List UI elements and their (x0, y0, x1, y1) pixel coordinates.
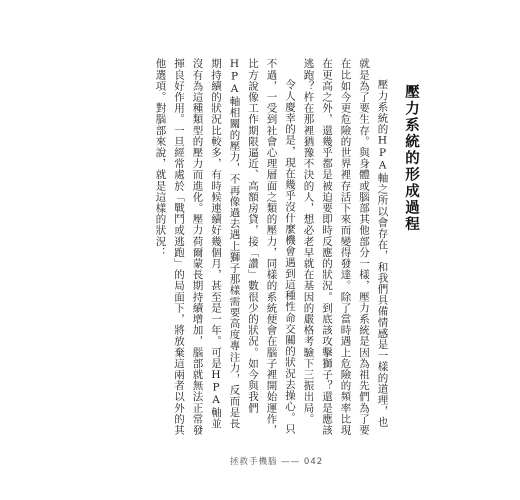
footer-book-title: 拯救手機腦 (230, 457, 278, 467)
paragraph-1: 壓力系統的HPA軸之所以會存在，和我們具備情感是一樣的道理，也就是為了要生存。與身體或腦部其他部分一樣，壓力系統是因為祖先們為了要在比如今更危險的世界裡存活下來而變得發達。除了當時遇上危險的頻率比現在更高之外，還幾乎都是被迫要即時反應的狀況。到底該攻擊獅子？還是應該逃跑？杵在那裡猶豫不決的人，想必老早就在基因的嚴格考驗下三振出局。 (302, 58, 389, 436)
paragraph-2: 令人慶幸的是，現在幾乎沒什麼機會遇到這種性命交關的狀況去操心。只不過，一受到社會心理層面之類的壓力，同樣的系統便會在腦子裡開始運作，比方說像工作期限逼近、高額房貸，接「讚」數很少的狀況。如今與我們HPA軸相關的壓力，不再像過去遇上獅子那樣需要高度專注力，反而是長期持續的狀況比較多，有時候連續好幾個月，甚至是一年。可是HPA軸並沒有為這種類型的壓力而進化。壓力荷爾蒙長期持續增加，腦部就無法正常發揮良好作用。一旦經常處於「戰鬥或逃跑」的局面下，將放棄這兩者以外的其他選項。對腦部來說，就是這樣的狀況： (154, 58, 296, 436)
page-number: 042 (303, 457, 324, 467)
page-footer (230, 455, 323, 467)
vertical-text-column (100, 58, 420, 438)
chapter-title: 壓力系統的形成過程 (403, 84, 419, 233)
footer-separator: —— (281, 457, 301, 467)
